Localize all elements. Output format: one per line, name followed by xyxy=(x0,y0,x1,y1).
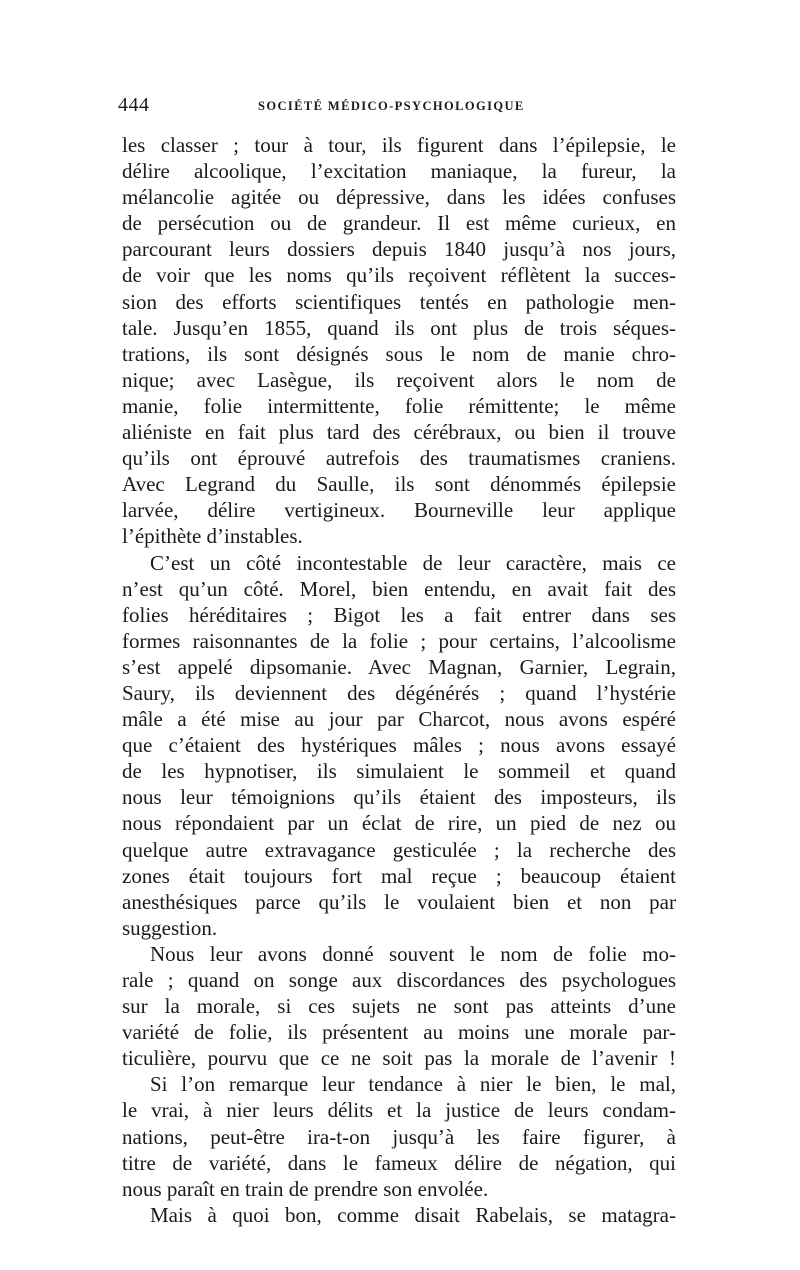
text-line: les classer ; tour à tour, ils figurent dans l’épilepsie, le xyxy=(122,133,676,157)
text-line: de voir que les noms qu’ils reçoivent réflètent la succes- xyxy=(122,263,676,288)
text-line: manie, folie intermittente, folie rémittente; le même xyxy=(122,393,676,418)
book-page xyxy=(118,92,678,1227)
text-line: nations, peut-être ira-t-on jusqu’à les faire figurer, à xyxy=(122,1124,676,1149)
text-line: variété de folie, ils présentent au moins une morale par- xyxy=(122,1020,676,1045)
text-line: nous leur témoignions qu’ils étaient des imposteurs, ils xyxy=(122,785,676,810)
text-line: nous paraît en train de prendre son envolée. xyxy=(122,1176,489,1201)
text-line: tale. Jusqu’en 1855, quand ils ont plus de trois séques- xyxy=(122,315,676,340)
text-line: ticulière, pourvu que ce ne soit pas la morale de l’avenir ! xyxy=(122,1046,676,1071)
text-line: nique; avec Lasègue, ils reçoivent alors le nom de xyxy=(122,367,676,392)
text-line: n’est qu’un côté. Morel, bien entendu, en avait fait des xyxy=(122,576,676,601)
text-line: le vrai, à nier leurs délits et la justice de leurs condam- xyxy=(122,1098,676,1123)
text-line: s’est appelé dipsomanie. Avec Magnan, Garnier, Legrain, xyxy=(122,654,676,679)
text-line: Si l’on remarque leur tendance à nier le bien, le mal, xyxy=(150,1072,676,1097)
text-line: de persécution ou de grandeur. Il est même curieux, en xyxy=(122,211,676,236)
text-line: l’épithète d’instables. xyxy=(122,524,303,549)
text-line: C’est un côté incontestable de leur caractère, mais ce xyxy=(150,550,676,575)
text-line: sion des efforts scientifiques tentés en pathologie men- xyxy=(122,289,676,314)
text-line: suggestion. xyxy=(122,915,218,940)
text-line: Avec Legrand du Saulle, ils sont dénommés épilepsie xyxy=(122,472,676,497)
running-head: SOCIÉTÉ MÉDICO-PSYCHOLOGIQUE xyxy=(258,99,525,113)
body-text xyxy=(122,132,676,1228)
text-line: titre de variété, dans le fameux délire de négation, qui xyxy=(122,1150,676,1175)
text-line: rale ; quand on songe aux discordances des psychologues xyxy=(122,968,676,992)
text-line: de les hypnotiser, ils simulaient le sommeil et quand xyxy=(122,759,676,784)
text-line: Mais à quoi bon, comme disait Rabelais, se matagra- xyxy=(150,1202,676,1227)
page-header xyxy=(118,92,678,122)
text-line: parcourant leurs dossiers depuis 1840 jusqu’à nos jours, xyxy=(122,237,676,262)
text-line: que c’étaient des hystériques mâles ; nous avons essayé xyxy=(122,733,676,758)
text-line: trations, ils sont désignés sous le nom de manie chro- xyxy=(122,341,676,366)
text-line: délire alcoolique, l’excitation maniaque, la fureur, la xyxy=(122,159,676,184)
text-line: Nous leur avons donné souvent le nom de folie mo- xyxy=(150,941,676,966)
text-line: zones était toujours fort mal reçue ; beaucoup étaient xyxy=(122,863,676,888)
text-line: larvée, délire vertigineux. Bourneville leur applique xyxy=(122,498,676,523)
text-line: formes raisonnantes de la folie ; pour certains, l’alcoolisme xyxy=(122,628,676,653)
text-line: sur la morale, si ces sujets ne sont pas atteints d’une xyxy=(122,994,676,1019)
text-line: nous répondaient par un éclat de rire, un pied de nez ou xyxy=(122,811,676,836)
text-line: mâle a été mise au jour par Charcot, nous avons espéré xyxy=(122,707,676,732)
text-line: anesthésiques parce qu’ils le voulaient bien et non par xyxy=(122,889,676,914)
text-line: Saury, ils deviennent des dégénérés ; quand l’hystérie xyxy=(122,680,676,705)
text-line: folies héréditaires ; Bigot les a fait entrer dans ses xyxy=(122,602,676,627)
text-line: aliéniste en fait plus tard des cérébraux, ou bien il trouve xyxy=(122,420,676,445)
text-line: quelque autre extravagance gesticulée ; la recherche des xyxy=(122,837,676,862)
text-line: qu’ils ont éprouvé autrefois des traumatismes craniens. xyxy=(122,446,676,471)
text-line: mélancolie agitée ou dépressive, dans les idées confuses xyxy=(122,185,676,210)
page-number: 444 xyxy=(118,94,150,116)
